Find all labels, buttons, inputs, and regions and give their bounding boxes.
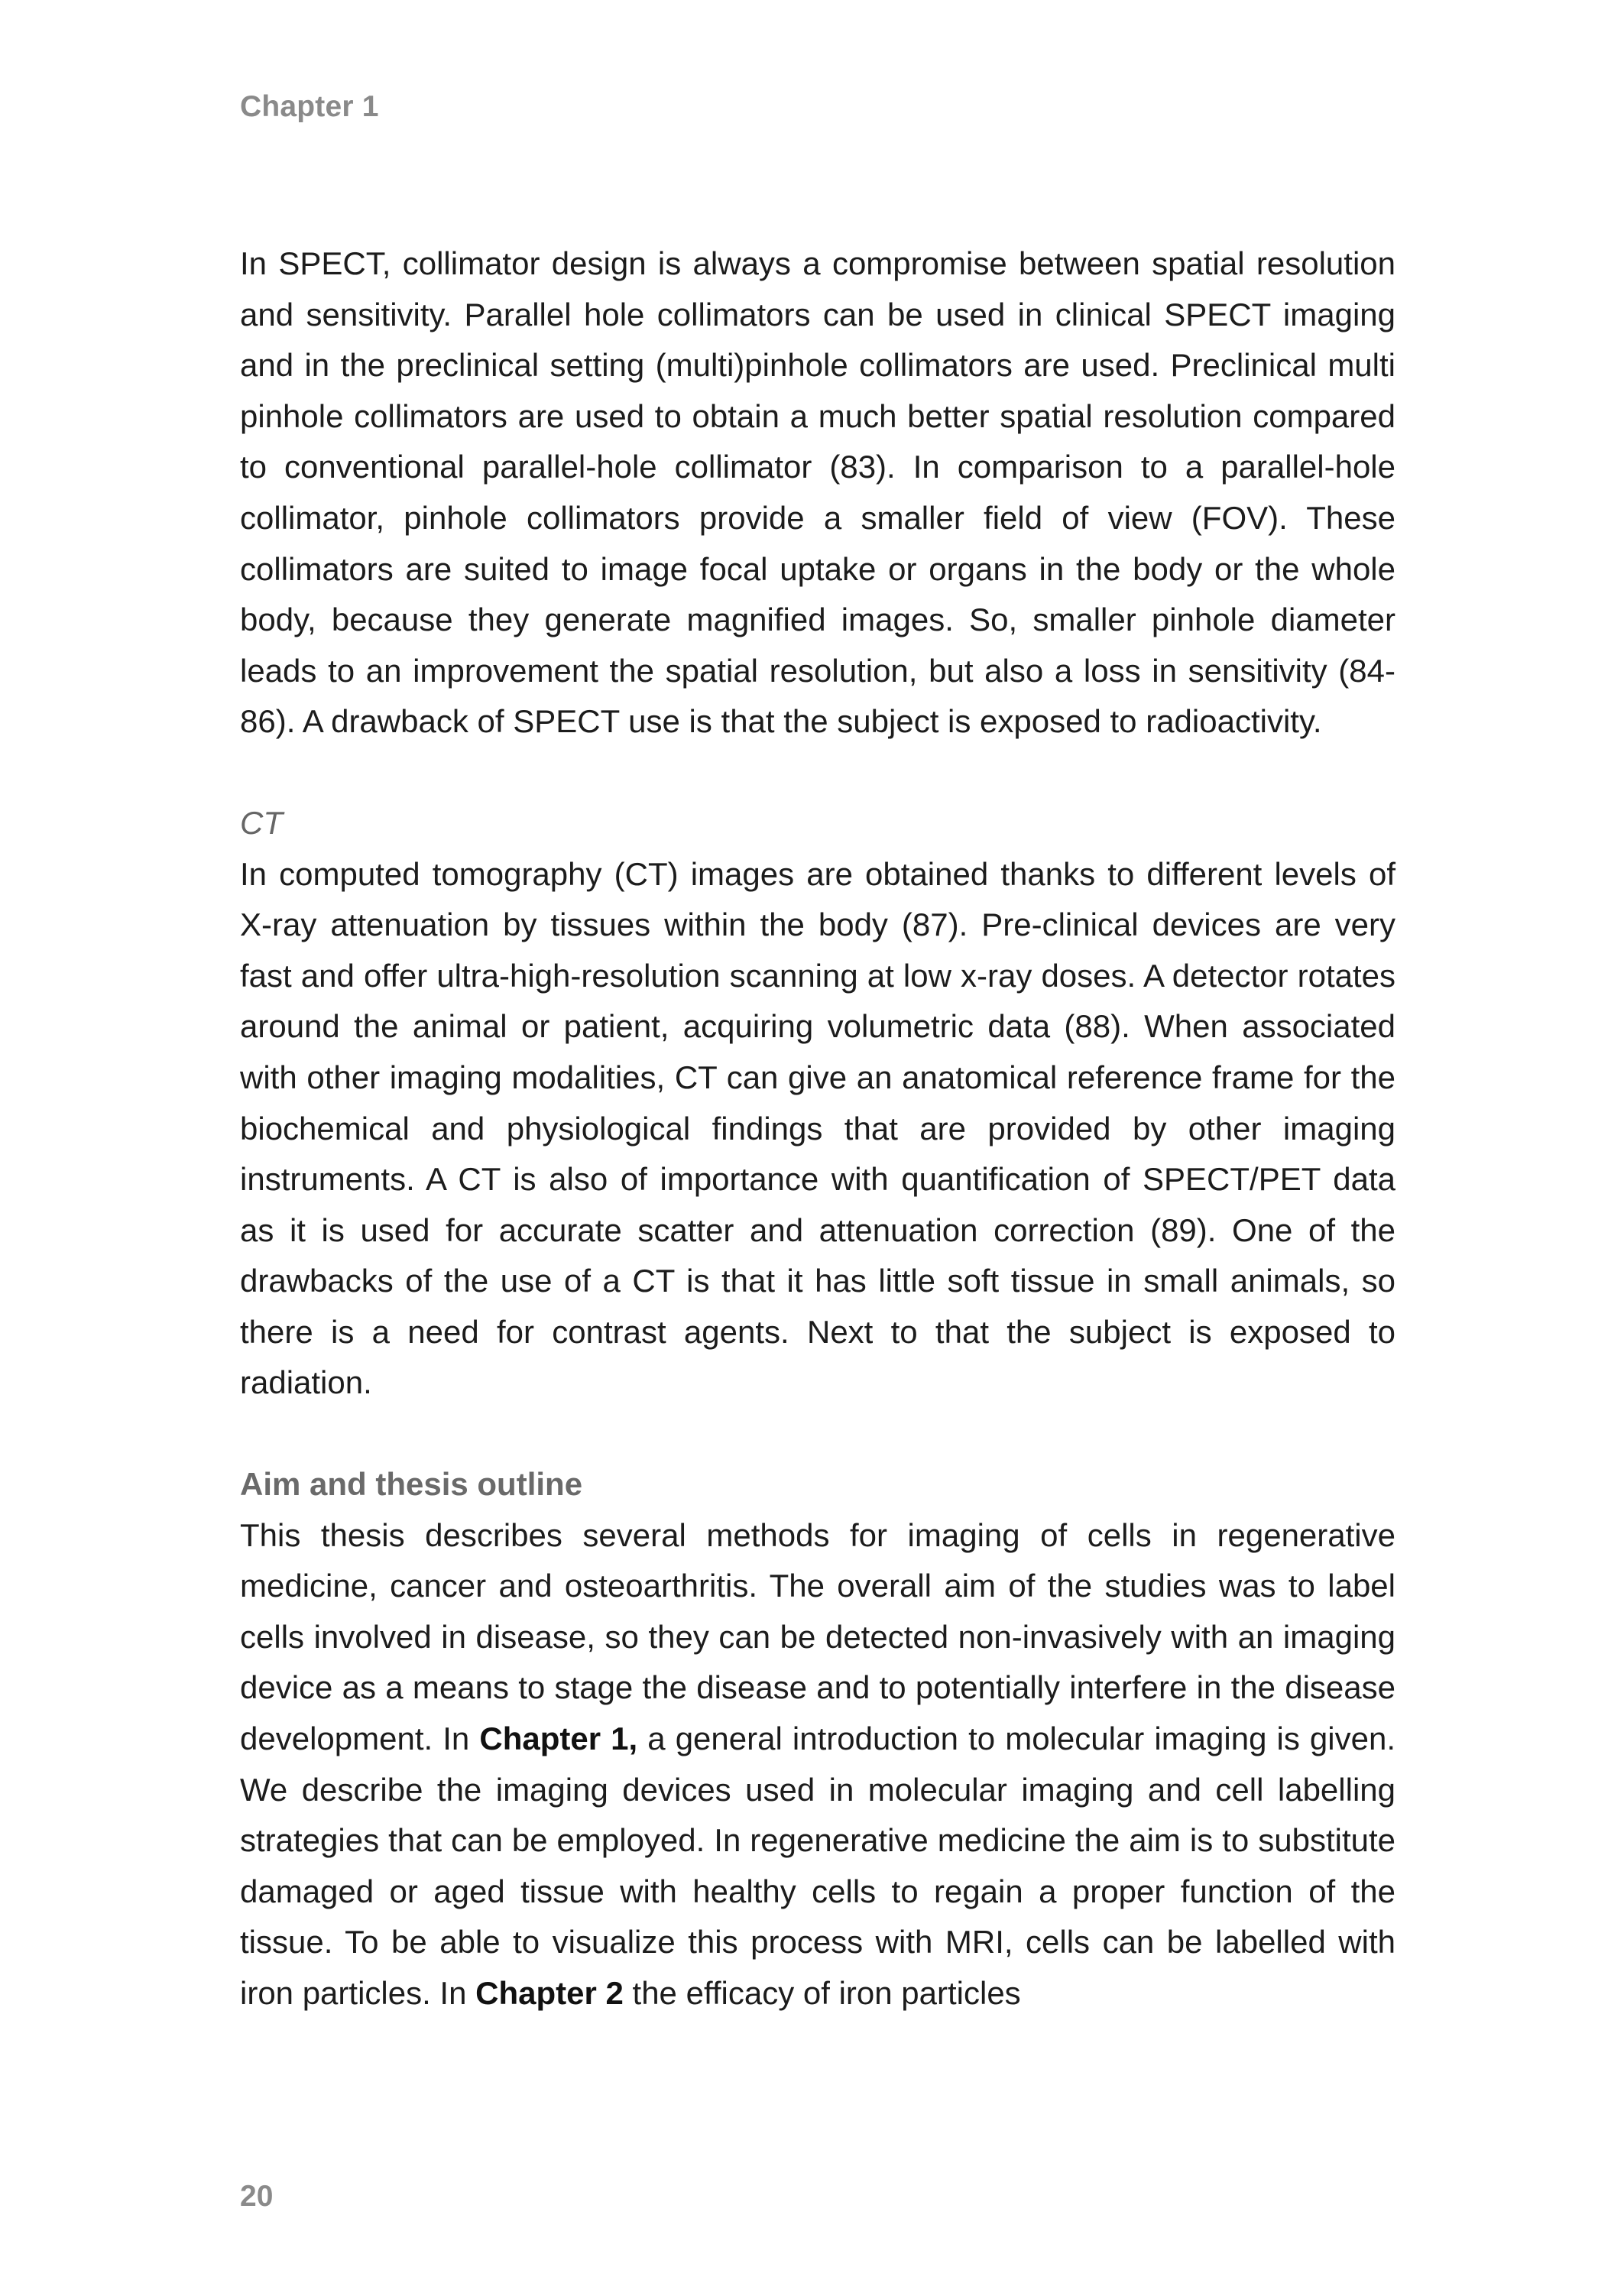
aim-paragraph xyxy=(240,1510,1395,2019)
aim-section-heading: Aim and thesis outline xyxy=(240,1466,583,1503)
chapter-1-reference: Chapter 1, xyxy=(479,1721,638,1757)
running-header: Chapter 1 xyxy=(240,90,379,123)
aim-text-part-2: a general introduction to molecular imaging is given. We describe the imaging devices used in molecular imaging and cell labelling strategies that can be employed. In regenerative medicine the aim is to substitute damaged or aged tissue with healthy cells to regain a proper function of the tissue. To be able to visualize this process with MRI, cells can be labelled with iron particles. In xyxy=(240,1721,1396,2011)
aim-text-part-1: This thesis describes several methods for imaging of cells in regenerative medicine, cancer and osteoarthritis. The overall aim of the studies was to label cells involved in disease, so they can be detected non-invasively with an imaging device as a means to stage the disease and to potentially interfere in the disease development. In xyxy=(240,1516,1395,1757)
page-number: 20 xyxy=(240,2180,274,2213)
page-body xyxy=(240,238,1395,2019)
ct-subheading: CT xyxy=(240,804,283,841)
spect-paragraph: In SPECT, collimator design is always a compromise between spatial resolution and sensitivity. Parallel hole collimators can be used in clinical SPECT imaging and in the preclinical setting (multi)pinhole collimators are used. Preclinical multi pinhole collimators are used to obtain a much better spatial resolution compared to conventional parallel-hole collimator (83). In comparison to a parallel-hole collimator, pinhole collimators provide a smaller field of view (FOV). These collimators are suited to image focal uptake or organs in the body or the whole body, because they generate magnified images. So, smaller pinhole diameter leads to an improvement the spatial resolution, but also a loss in sensitivity (84-86). A drawback of SPECT use is that the subject is exposed to radioactivity. xyxy=(240,245,1395,740)
ct-paragraph: In computed tomography (CT) images are obtained thanks to different levels of X-ray attenuation by tissues within the body (87). Pre-clinical devices are very fast and offer ultra-high-resolution scanning at low x-ray doses. A detector rotates around the animal or patient, acquiring volumetric data (88). When associated with other imaging modalities, CT can give an anatomical reference frame for the biochemical and physiological findings that are provided by other imaging instruments. A CT is also of importance with quantification of SPECT/PET data as it is used for accurate scatter and attenuation correction (89). One of the drawbacks of the use of a CT is that it has little soft tissue in small animals, so there is a need for contrast agents. Next to that the subject is exposed to radiation. xyxy=(240,855,1395,1401)
chapter-2-reference: Chapter 2 xyxy=(475,1975,624,2011)
aim-text-part-3: the efficacy of iron particles xyxy=(623,1975,1021,2011)
